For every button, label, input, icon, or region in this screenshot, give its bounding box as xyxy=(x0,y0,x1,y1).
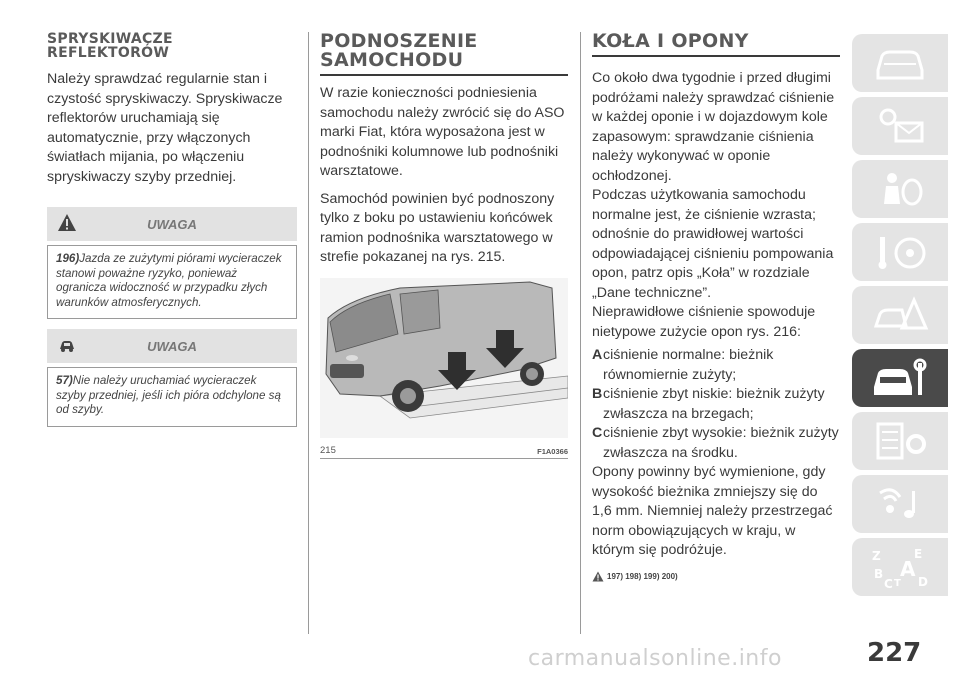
warning-label: UWAGA xyxy=(147,339,197,354)
multimedia-icon xyxy=(870,483,930,525)
key-steering-icon xyxy=(870,231,930,273)
body-paragraph: Podczas użytkowania samochodu normalne jest, że ciśnienie wzrasta; odnośnie do prawidłowej wartości odpowiadającej ciśnieniu pompowania opon, patrz opis „Koła” w rozdziale „Dane techniczne”. xyxy=(592,187,834,301)
column-divider xyxy=(308,32,309,634)
pressure-list xyxy=(592,346,840,463)
list-item xyxy=(592,346,840,385)
section-heading: SPRYSKIWACZE REFLEKTORÓW xyxy=(47,31,173,61)
chapter-index-sidebar xyxy=(852,34,948,601)
column-divider xyxy=(580,32,581,634)
safety-airbag-icon xyxy=(870,168,930,210)
reference-numbers: 197) 198) 199) 200) xyxy=(607,571,678,581)
warning-label: UWAGA xyxy=(147,217,197,232)
warning-text: Nie należy uruchamiać wycieraczek szyby przedniej, jeśli ich pióra odchylone są od szyby. xyxy=(56,374,281,416)
index-letter: C xyxy=(884,577,893,588)
list-key: A xyxy=(592,347,603,363)
heading-rule xyxy=(320,74,568,76)
chapter-tab-technical-data[interactable] xyxy=(852,412,948,470)
warning-box xyxy=(47,245,297,319)
list-item xyxy=(592,385,840,424)
car-front-icon xyxy=(870,42,930,84)
warning-box xyxy=(47,367,297,427)
warning-header xyxy=(47,329,297,363)
list-text: ciśnienie normalne: bieżnik równomiernie zużyty; xyxy=(603,347,774,383)
figure-van-lifting-points xyxy=(320,278,568,456)
list-text: ciśnienie zbyt wysokie: bieżnik zużyty zwłaszcza na środku. xyxy=(603,425,839,461)
body-paragraph: Samochód powinien być podnoszony tylko z boku po ustawieniu końcówek ramion podnośnika warsztatowego w strefie pokazanej na rys. 215. xyxy=(320,190,555,265)
column-wheels-tyres xyxy=(592,32,840,582)
index-letter: D xyxy=(918,575,928,588)
checklist-gear-icon xyxy=(870,420,930,462)
warning-text: Jazda ze zużytymi piórami wycieraczek stanowi poważne ryzyko, ponieważ ogranicza widoczność w przypadku złych warunków atmosferycznych. xyxy=(56,252,282,309)
list-key: B xyxy=(592,386,603,402)
index-letter: T xyxy=(894,578,901,588)
figure-number: 215 xyxy=(320,444,336,456)
column-wiper-washers xyxy=(47,32,297,427)
car-wrench-icon xyxy=(870,357,930,399)
chapter-tab-emergency[interactable] xyxy=(852,286,948,344)
heading-line: SAMOCHODU xyxy=(320,49,464,71)
watermark: carmanualsonline.info xyxy=(528,646,782,671)
warning-header xyxy=(47,207,297,241)
chapter-tab-safety[interactable] xyxy=(852,160,948,218)
alphabet-index-icon xyxy=(870,546,930,588)
warning-triangle-car-icon xyxy=(870,294,930,336)
van-illustration xyxy=(320,278,568,438)
section-heading: KOŁA I OPONY xyxy=(592,30,749,52)
body-paragraph: W razie konieczności podniesienia samochodu należy zwrócić się do ASO marki Fiat, która wyposażona jest w podnośniki kolumnowe lub podnośniki warsztatowe. xyxy=(320,85,565,179)
lights-messages-icon xyxy=(870,105,930,147)
body-paragraph: Należy sprawdzać regularnie stan i czystość spryskiwaczy. Spryskiwacze reflektorów uruchamiają się automatycznie, przy włączonych światłach mijania, po włączeniu spryskiwaczy szyby przedniej. xyxy=(47,71,283,185)
warning-number: 196) xyxy=(56,252,80,265)
chapter-tab-maintenance[interactable] xyxy=(852,349,948,407)
figure-code: F1A0366 xyxy=(537,446,568,456)
chapter-tab-index[interactable] xyxy=(852,538,948,596)
chapter-tab-multimedia[interactable] xyxy=(852,475,948,533)
warning-number: 57) xyxy=(56,374,73,387)
list-key: C xyxy=(592,425,603,441)
body-paragraph: Co około dwa tygodnie i przed długimi podróżami należy sprawdzać ciśnienie w każdej oponie i w dojazdowym kole zapasowym: sprawdzanie ciśnienia należy wykonywać w oponie ochłodzonej. xyxy=(592,70,835,184)
index-letter: B xyxy=(874,567,884,581)
warning-references xyxy=(592,571,840,582)
body-paragraph: Nieprawidłowe ciśnienie spowoduje nietypowe zużycie opon rys. 216: xyxy=(592,304,816,340)
chapter-tab-starting[interactable] xyxy=(852,223,948,281)
heading-line: PODNOSZENIE xyxy=(320,30,478,52)
index-letter: Z xyxy=(872,549,881,563)
section-heading xyxy=(320,32,568,70)
page-number: 227 xyxy=(867,638,922,668)
index-letter: A xyxy=(900,557,916,581)
list-item xyxy=(592,424,840,463)
heading-rule xyxy=(592,55,840,57)
index-letter: E xyxy=(914,547,923,561)
chapter-tab-car[interactable] xyxy=(852,34,948,92)
body-paragraph: Opony powinny być wymienione, gdy wysokość bieżnika zmniejszy się do 1,6 mm. Niemniej należy przestrzegać norm obowiązujących w kraju, w którym się podróżuje. xyxy=(592,464,833,558)
list-text: ciśnienie zbyt niskie: bieżnik zużyty zwłaszcza na brzegach; xyxy=(603,386,825,422)
chapter-tab-lights[interactable] xyxy=(852,97,948,155)
danger-triangle-icon xyxy=(592,571,604,582)
figure-caption xyxy=(320,445,568,459)
column-lifting xyxy=(320,30,568,456)
